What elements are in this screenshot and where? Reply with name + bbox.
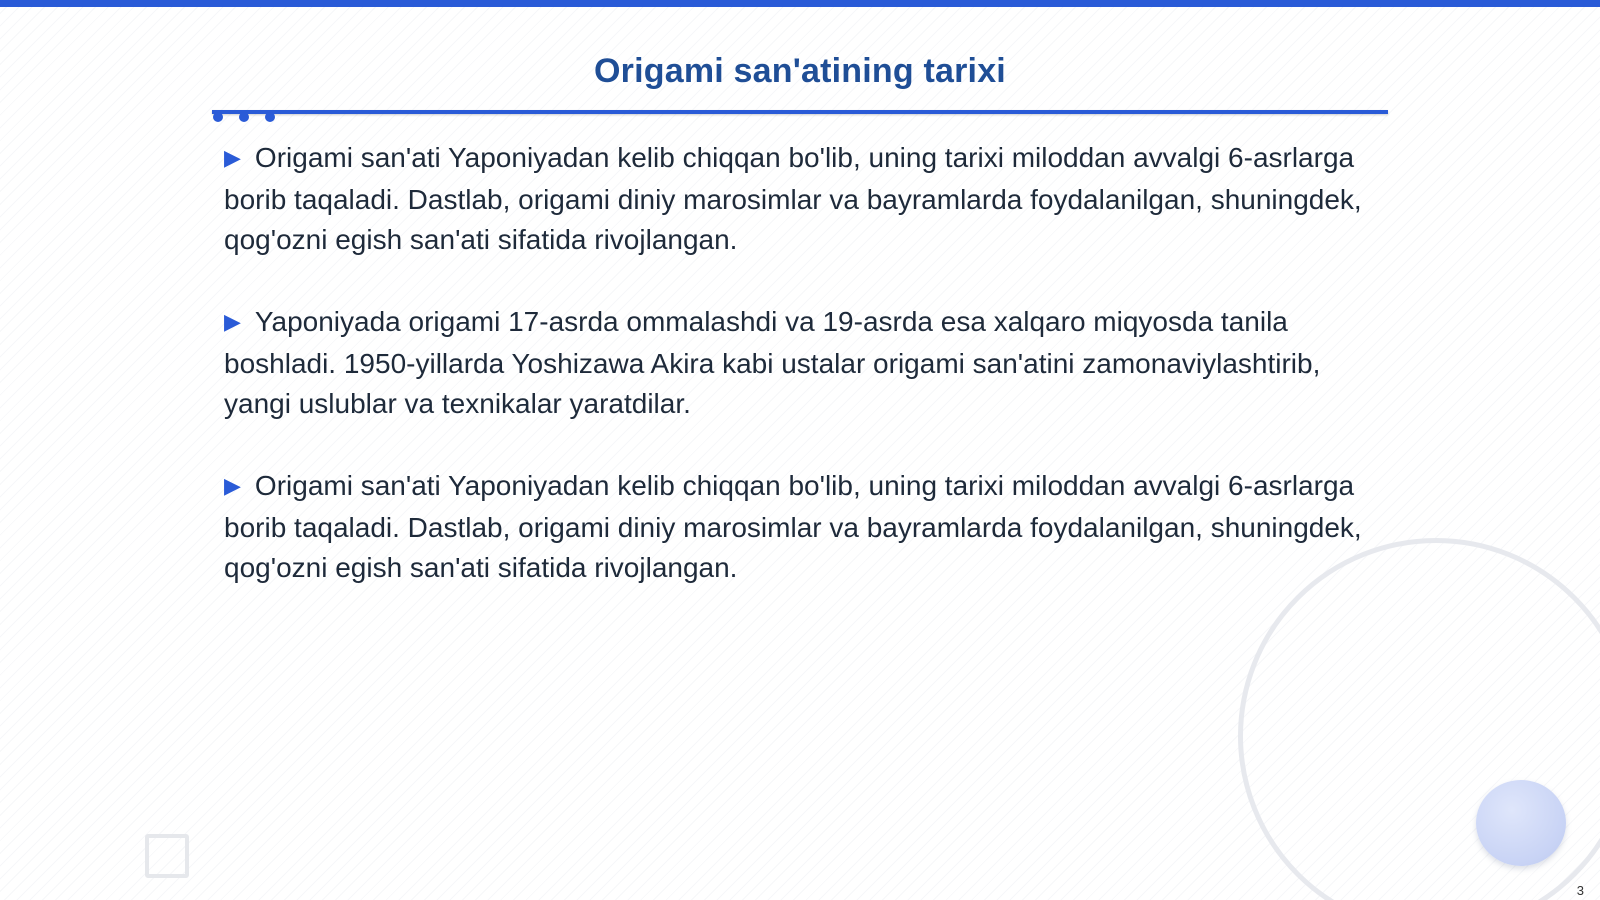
slide-title: Origami san'atining tarixi	[594, 52, 1006, 90]
bullet-item	[224, 302, 1374, 424]
decor-dot	[239, 112, 249, 122]
title-underline	[212, 110, 1388, 114]
triangle-right-icon: ▶	[224, 473, 241, 498]
triangle-right-icon: ▶	[224, 309, 241, 334]
top-accent-bar	[0, 0, 1600, 7]
decor-circle-filled	[1476, 780, 1566, 866]
bullet-text: Origami san'ati Yaponiyadan kelib chiqqan bo'lib, uning tarixi miloddan avvalgi 6-asrlarga borib taqaladi. Dastlab, origami diniy marosimlar va bayramlarda foydalanilgan, shuningdek, qog'ozni egish san'ati sifatida rivojlangan.	[224, 470, 1362, 583]
triangle-right-icon: ▶	[224, 145, 241, 170]
decor-square-outline	[145, 834, 189, 878]
decor-dot	[265, 112, 275, 122]
bullet-text: Origami san'ati Yaponiyadan kelib chiqqan bo'lib, uning tarixi miloddan avvalgi 6-asrlarga borib taqaladi. Dastlab, origami diniy marosimlar va bayramlarda foydalanilgan, shuningdek, qog'ozni egish san'ati sifatida rivojlangan.	[224, 142, 1362, 255]
page-number: 3	[1576, 883, 1584, 898]
bullet-item	[224, 466, 1374, 588]
bullet-text: Yaponiyada origami 17-asrda ommalashdi va 19-asrda esa xalqaro miqyosda tanila boshladi. 1950-yillarda Yoshizawa Akira kabi ustalar origami san'atini zamonaviylashtirib, yangi uslublar va texnikalar yaratdilar.	[224, 306, 1321, 419]
decor-dot	[213, 112, 223, 122]
bullet-item	[224, 138, 1374, 260]
bullet-list	[224, 138, 1374, 630]
